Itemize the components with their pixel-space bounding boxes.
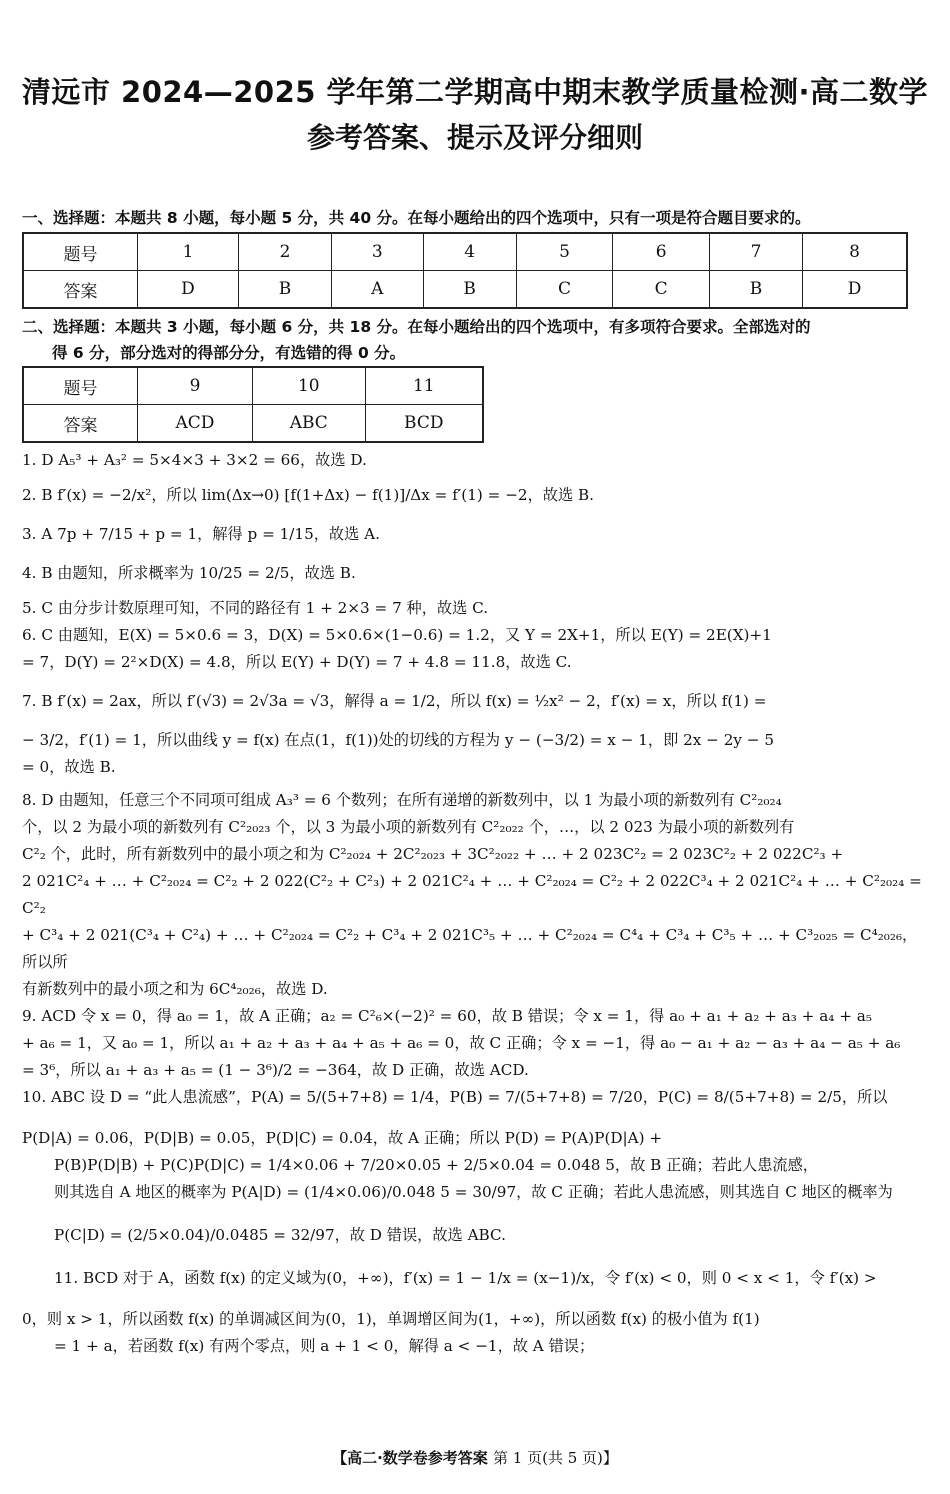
table-cell: 4 [423,233,516,271]
table-row [23,367,483,405]
answer-table-2 [22,366,484,443]
solution-line: 10. ABC 设 D = “此人患流感”，P(A) = 5/(5+7+8) = 1/4，P(B) = 7/(5+7+8) = 7/20，P(C) = 8/(5+7+8) = 2/5，所以 [22,1088,888,1106]
page-title: 清远市 2024—2025 学年第二学期高中期末教学质量检测·高二数学 [21,75,929,109]
solution-line: = 7，D(Y) = 2²×D(X) = 4.8，所以 E(Y) + D(Y) = 7 + 4.8 = 11.8，故选 C. [22,653,572,671]
table-cell: BCD [365,405,483,443]
table-cell: B [423,271,516,309]
solution-line: − 3/2，f′(1) = 1，所以曲线 y = f(x) 在点(1，f(1))处的切线的方程为 y − (−3/2) = x − 1，即 2x − 2y − 5 [22,731,775,749]
table-cell: C [516,271,613,309]
row-label: 答案 [23,405,138,443]
row-label: 答案 [23,271,138,309]
solution-line: 6. C 由题知，E(X) = 5×0.6 = 3，D(X) = 5×0.6×(1−0.6) = 1.2，又 Y = 2X+1，所以 E(Y) = 2E(X)+1 [22,626,772,644]
solution-line: 2 021C²₄ + … + C²₂₀₂₄ = C²₂ + 2 022(C²₂ + C²₃) + 2 021C²₄ + … + C²₂₀₂₄ = C²₂ + 2 022C³₄ + 2 021C²₄ + … + C²₂₀₂₄ = C²₂ [22,872,922,917]
table-cell: 5 [516,233,613,271]
table-cell: 10 [252,367,365,405]
table-cell: ABC [252,405,365,443]
solution-line: 有新数列中的最小项之和为 6C⁴₂₀₂₆，故选 D. [22,980,328,998]
page-footer [0,1447,950,1468]
solution-line: 5. C 由分步计数原理可知，不同的路径有 1 + 2×3 = 7 种，故选 C. [22,599,489,617]
solution-line: 1. D A₅³ + A₃² = 5×4×3 + 3×2 = 66，故选 D. [22,451,367,469]
section2-heading-line1: 二、选择题：本题共 3 小题，每小题 6 分，共 18 分。在每小题给出的四个选项中，有多项符合要求。全部选对的 [22,318,811,336]
row-label: 题号 [23,233,138,271]
solution-line: 9. ACD 令 x = 0，得 a₀ = 1，故 A 正确；a₂ = C²₆×(−2)² = 60，故 B 错误；令 x = 1，得 a₀ + a₁ + a₂ + a₃ + a₄ + a₅ [22,1007,872,1025]
table-cell: 2 [238,233,331,271]
row-label: 题号 [23,367,138,405]
page-subtitle: 参考答案、提示及评分细则 [306,121,643,154]
solution-line: = 3⁶，所以 a₁ + a₃ + a₅ = (1 − 3⁶)/2 = −364，故 D 正确，故选 ACD. [22,1061,529,1079]
table-cell: 3 [332,233,424,271]
solution-line: = 1 + a，若函数 f(x) 有两个零点，则 a + 1 < 0，解得 a < −1，故 A 错误； [54,1337,595,1355]
table-cell: ACD [138,405,253,443]
solution-line: 11. BCD 对于 A，函数 f(x) 的定义域为(0，+∞)，f′(x) = 1 − 1/x = (x−1)/x，令 f′(x) < 0，则 0 < x < 1，令 f′(x) > [54,1269,877,1287]
solution-line: 0，则 x > 1，所以函数 f(x) 的单调减区间为(0，1)，单调增区间为(1，+∞)，所以函数 f(x) 的极小值为 f(1) [22,1310,760,1328]
table-cell: B [709,271,802,309]
table-cell: 8 [803,233,907,271]
table-cell: 7 [709,233,802,271]
table-row [23,405,483,443]
section2-heading-line2: 得 6 分，部分选对的得部分分，有选错的得 0 分。 [52,344,406,362]
table-row [23,233,907,271]
section2-heading [22,314,932,366]
solutions-block [22,447,930,1360]
solution-line: 则其选自 A 地区的概率为 P(A|D) = (1/4×0.06)/0.048 5 = 30/97，故 C 正确；若此人患流感，则其选自 C 地区的概率为 [54,1183,893,1201]
solution-line: 4. B 由题知，所求概率为 10/25 = 2/5，故选 B. [22,564,356,582]
solution-line: 个，以 2 为最小项的新数列有 C²₂₀₂₃ 个，以 3 为最小项的新数列有 C²₂₀₂₂ 个，…，以 2 023 为最小项的新数列有 [22,818,795,836]
solution-line: 3. A 7p + 7/15 + p = 1，解得 p = 1/15，故选 A. [22,525,380,543]
solution-line: 7. B f′(x) = 2ax，所以 f′(√3) = 2√3a = √3，解得 a = 1/2，所以 f(x) = ½x² − 2，f′(x) = x，所以 f(1) = [22,692,767,710]
table-cell: C [613,271,710,309]
table-cell: 1 [138,233,239,271]
table-row [23,271,907,309]
solution-line: P(D|A) = 0.06，P(D|B) = 0.05，P(D|C) = 0.04，故 A 正确；所以 P(D) = P(A)P(D|A) + [22,1129,663,1147]
solution-line: + C³₄ + 2 021(C³₄ + C²₄) + … + C²₂₀₂₄ = C²₂ + C³₄ + 2 021C³₅ + … + C²₂₀₂₄ = C⁴₄ + C³₄ + C³₅ + … + C³₂₀₂₅ = C⁴₂₀₂₆，所以所 [22,926,918,971]
table-cell: D [803,271,907,309]
table-cell: A [332,271,424,309]
table-cell: B [238,271,331,309]
footer-page-number: 第 1 页(共 5 页)】 [493,1449,618,1467]
solution-line: P(C|D) = (2/5×0.04)/0.0485 = 32/97，故 D 错误，故选 ABC. [54,1226,506,1244]
solution-line: 8. D 由题知，任意三个不同项可组成 A₃³ = 6 个数列；在所有递增的新数列中，以 1 为最小项的新数列有 C²₂₀₂₄ [22,791,782,809]
solution-line: P(B)P(D|B) + P(C)P(D|C) = 1/4×0.06 + 7/20×0.05 + 2/5×0.04 = 0.048 5，故 B 正确；若此人患流感， [54,1156,818,1174]
footer-text: 【高二·数学卷参考答案 [332,1449,488,1467]
solution-line: 2. B f′(x) = −2/x²，所以 lim(Δx→0) [f(1+Δx) − f(1)]/Δx = f′(1) = −2，故选 B. [22,486,594,504]
table-cell: 9 [138,367,253,405]
section1-heading: 一、选择题：本题共 8 小题，每小题 5 分，共 40 分。在每小题给出的四个选项中，只有一项是符合题目要求的。 [22,209,811,227]
solution-line: + a₆ = 1，又 a₀ = 1，所以 a₁ + a₂ + a₃ + a₄ + a₅ + a₆ = 0，故 C 正确；令 x = −1，得 a₀ − a₁ + a₂ − a₃ + a₄ − a₅ + a₆ [22,1034,901,1052]
table-cell: 6 [613,233,710,271]
table-cell: D [138,271,239,309]
solution-line: C²₂ 个，此时，所有新数列中的最小项之和为 C²₂₀₂₄ + 2C²₂₀₂₃ + 3C²₂₀₂₂ + … + 2 023C²₂ = 2 023C²₂ + 2 022C²₃ + [22,845,844,863]
table-cell: 11 [365,367,483,405]
answer-table-1 [22,232,908,309]
solution-line: = 0，故选 B. [22,758,116,776]
